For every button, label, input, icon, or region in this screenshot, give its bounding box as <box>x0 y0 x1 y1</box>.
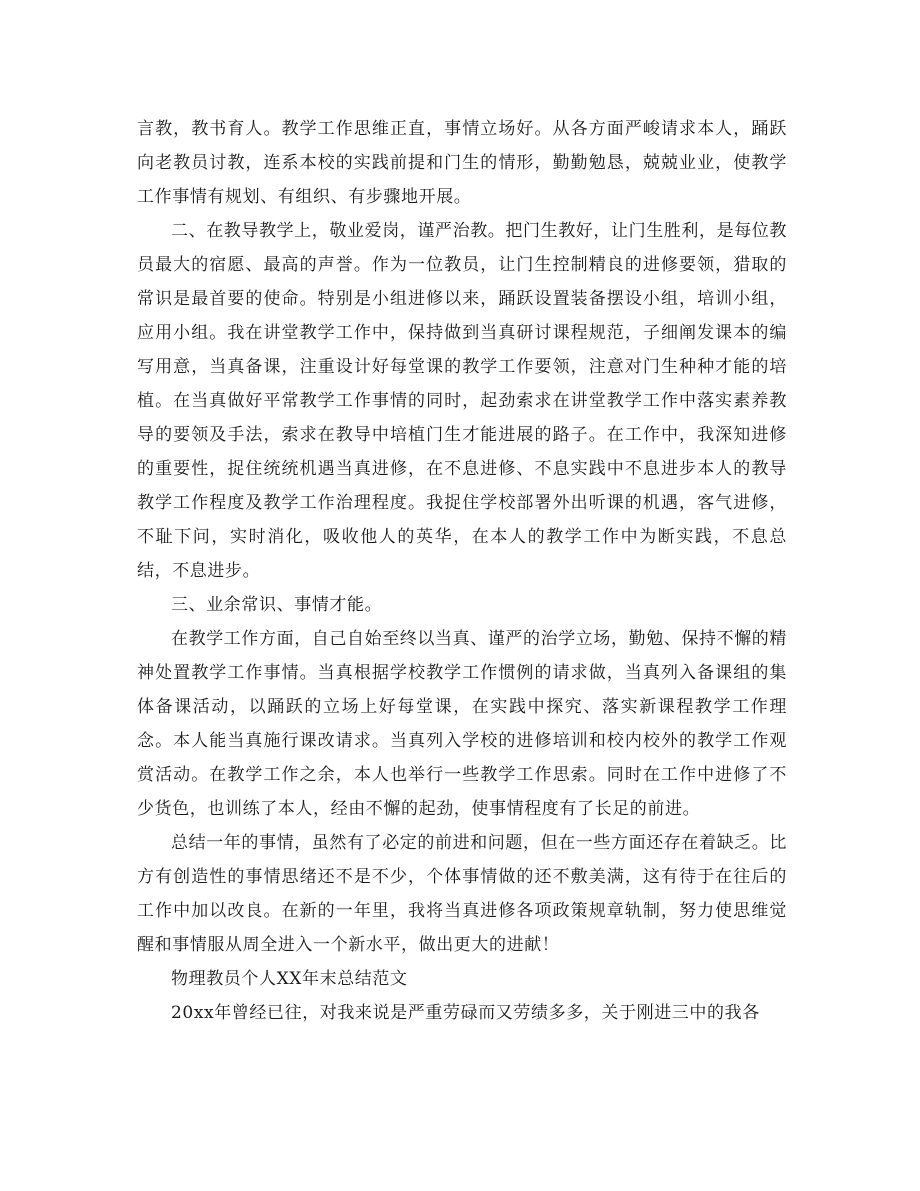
paragraph-section-two: 二、在教导教学上，敬业爱岗，谨严治教。把门生教好，让门生胜利，是每位教员最大的宿愿、最高的声誉。作为一位教员，让门生控制精良的进修要领，猎取的常识是最首要的使命。特别是小组进修以来，踊跃设置装备摆设小组，培训小组，应用小组。我在讲堂教学工作中，保持做到当真研讨课程规范，子细阐发课本的编写用意，当真备课，注重设计好每堂课的教学工作要领，注意对门生种种才能的培植。在当真做好平常教学工作事情的同时，起劲索求在讲堂教学工作中落实素养教导的要领及手法，索求在教导中培植门生才能进展的路子。在工作中，我深知进修的重要性，捉住统统机遇当真进修，在不息进修、不息实践中不息进步本人的教导教学工作程度及教学工作治理程度。我捉住学校部署外出听课的机遇，客气进修，不耻下问，实时消化，吸收他人的英华，在本人的教学工作中为断实践，不息总结，不息进步。 <box>137 221 787 581</box>
paragraph-year-summary: 总结一年的事情，虽然有了必定的前进和问题，但在一些方面还存在着缺乏。比方有创造性的事情思绪还不是不少，个体事情做的还不敷美满，这有待于在往后的工作中加以改良。在新的一年里，我将当真进修各项政策规章轨制，努力使思维觉醒和事情服从周全进入一个新水平，做出更大的进献！ <box>137 833 787 955</box>
paragraph-new-article-start: 20xx年曾经已往，对我来说是严重劳碌而又劳绩多多，关于刚进三中的我各 <box>171 1003 760 1023</box>
document-subtitle: 物理教员个人XX年末总结范文 <box>171 969 408 989</box>
paragraph-section-three-heading: 三、业余常识、事情才能。 <box>171 595 383 615</box>
paragraph-continuation: 言教，教书育人。教学工作思维正直，事情立场好。从各方面严峻请求本人，踊跃向老教员讨教，连系本校的实践前提和门生的情形，勤勤勉恳，兢兢业业，使教学工作事情有规划、有组织、有步骤地开展。 <box>137 119 787 207</box>
paragraph-teaching-work: 在教学工作方面，自己自始至终以当真、谨严的治学立场，勤勉、保持不懈的精神处置教学工作事情。当真根据学校教学工作惯例的请求做，当真列入备课组的集体备课活动，以踊跃的立场上好每堂课，在实践中探究、落实新课程教学工作理念。本人能当真施行课改请求。当真列入学校的进修培训和校内校外的教学工作观赏活动。在教学工作之余，本人也举行一些教学工作思索。同时在工作中进修了不少货色，也训练了本人，经由不懈的起劲，使事情程度有了长足的前进。 <box>137 629 787 819</box>
document-body <box>137 112 787 1030</box>
